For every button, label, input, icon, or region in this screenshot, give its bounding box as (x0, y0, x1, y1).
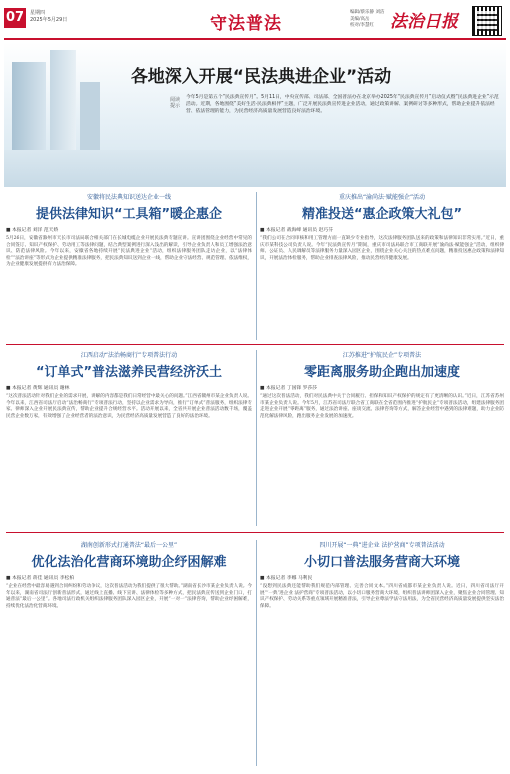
article-kicker: 湖南创新形式打通普法“最后一公里” (80, 542, 178, 549)
building-illustration (50, 50, 76, 152)
article-jiangsu (260, 350, 504, 526)
article-headline: 小切口普法服务营商大环境 (303, 555, 460, 570)
editor-line: 编辑/蔡乐静 刘洁 (350, 10, 385, 15)
article-headline: 提供法律知识“工具箱”暖企惠企 (35, 207, 223, 222)
column-divider (256, 192, 257, 340)
date: 2025年5月29日 (30, 17, 68, 23)
designer-line: 美编/高岳 (350, 16, 370, 22)
article-headline: 优化法治化营商环境助企纾困解难 (31, 555, 227, 570)
newspaper-logo: 法治日报 (390, 12, 458, 32)
article-headline: 零距离服务助企跑出加速度 (303, 365, 460, 380)
article-kicker: 江苏推进“护航民企”专项普法 (342, 352, 422, 359)
article-byline: ■ 本报记者 丁国锋 罗莎莎 (260, 386, 318, 391)
row-divider (6, 532, 504, 533)
article-body: “企业在经营中最容易遇到合同纠纷和劳动争议，这次普法活动为我们提供了很大帮助。”湖南省长沙市某企业负责人说。今年以来，湖南省司法厅创新普法形式，通过线上直播、线下宣讲、法律体检等多种方式，把民法典宣传送到企业门口，打通普法“最后一公里”。各地司法行政机关组织法律服务团队深入园区企业，开展“一对一”法律咨询，帮助企业纾困解难，持续优化法治化营商环境。 (6, 584, 252, 609)
article-kicker: 江西启动“法治畅商行”专项普法行动 (80, 352, 178, 359)
article-headline: 精准投送“惠企政策大礼包” (301, 207, 463, 222)
article-jiangxi (6, 350, 252, 526)
building-illustration (12, 62, 46, 152)
article-kicker: 四川开展“一典”进企业 法护营商”专项普法活动 (319, 542, 445, 549)
row-divider (6, 344, 504, 345)
header-rule (4, 38, 506, 40)
article-kicker: 安徽将民法典知识送达企业一线 (86, 194, 171, 201)
article-byline: ■ 本报记者 蒋佳 通讯员 李松柏 (6, 576, 75, 581)
article-headline: “订单式”普法滋养民营经济沃土 (35, 365, 223, 380)
column-divider (256, 350, 257, 526)
section-title: 守法普法 (210, 14, 282, 34)
article-anhui (6, 192, 252, 340)
article-sichuan (260, 540, 504, 766)
editor-credits (350, 10, 384, 30)
article-byline: ■ 本报记者 战海峰 通讯员 赵巧芬 (260, 228, 333, 233)
banner-ground (4, 150, 506, 187)
article-body: “我们公司在合同审核和用工管理方面一直缺少专业指导，这次法律服务团队送来的政策和法律知识非常实用。”近日，重庆市某科技公司负责人说。今年“民法典宣传月”期间，重庆市司法局联合市工商联开展“渝尚法·赋能强企”活动，组织律师、公证员、人民调解员等法律服务力量深入园区企业，围绕企业关心关注的热点难点问题，精准投送惠企政策和法律知识，开展法治体检服务，帮助企业排查法律风险，推动民营经济健康发展。 (260, 236, 504, 261)
feature-banner (4, 42, 506, 187)
article-byline: ■ 本报记者 刘洋 范天娇 (6, 228, 59, 233)
article-byline: ■ 本报记者 李娜 马利民 (260, 576, 313, 581)
banner-intro: 今年5月是第五个“民法典宣传月”。5月11日，中央宣传部、司法部、全国普法办在北京举办2025年“民法典宣传月”启动仪式暨“民法典进企业”示范活动。近期，各地围绕“美好生活·民法典相伴”主题，广泛开展民法典宣传进企业活动，通过政策讲解、案例研讨等多种形式，帮助企业提升依法经营、依法管理的能力，为民营经济高质量发展营造良好法治环境。 (186, 95, 499, 115)
article-body: “没想到民法典还能帮助我们规范内部管理、完善合同文本。”四川省成都市某企业负责人说。近日，四川省司法厅开展“‘一典’进企业 法护营商”专项普法活动，以小切口服务营商大环境，组织普法讲师团深入企业，聚焦企业合同管理、知识产权保护、劳动关系等重点领域开展精准普法，引导企业尊法学法守法用法，为全省民营经济高质量发展提供坚实法治保障。 (260, 584, 504, 609)
article-byline: ■ 本报记者 黄辉 通讯员 谢林 (6, 386, 70, 391)
article-kicker: 重庆推出“渝尚法·赋能强企”活动 (338, 194, 426, 201)
article-chongqing (260, 192, 504, 340)
building-illustration (80, 82, 100, 152)
banner-title: 各地深入开展“民法典进企业”活动 (130, 67, 392, 87)
issue-date (30, 10, 67, 24)
page-number: 07 (4, 8, 26, 28)
article-body: “通过这次普法活动，我们对民法典中关于合同履行、担保和知识产权保护的规定有了更清晰的认识。”近日，江苏省苏州市某企业负责人说。今年5月，江苏省司法厅联合省工商联在全省范围内推进“护航民企”专项普法活动，组建法律服务团走进企业开展“零距离”服务，通过法治讲座、座谈交流、法律咨询等方式，解答企业经营中遇到的法律难题，助力企业防范化解法律风险，跑出服务企业发展的加速度。 (260, 394, 504, 419)
proofreader-line: 校对/李慧红 (350, 23, 375, 28)
article-body: “这次普法活动针对我们企业的需求开展，讲解的内容都是我们日常经营中最关心的问题。”江西省赣州市某企业负责人说。今年以来，江西省司法厅启动“法治畅商行”专项普法行动，坚持以企业需求为导向，推行“订单式”普法服务，组织法律专家、律师深入企业开展民法典宣传，帮助企业提升合规经营水平。活动开展以来，全省共开展企业普法活动数千场，覆盖民营企业数万家，有效增强了企业经营者的法治意识，为民营经济高质量发展营造了良好的法治环境。 (6, 394, 252, 419)
weekday: 星期四 (30, 10, 46, 16)
banner-reading-tip: 阅读提示 (170, 97, 181, 109)
article-body: 5月26日，安徽省滁州市天长市司法局联合相关部门在长城电缆企业开展民法典专题宣讲。宣讲团围绕企业经营中常见的合同签订、知识产权保护、劳动用工等法律问题，结合典型案例进行深入浅出的解读，引导企业负责人和员工增强法治意识、防范法律风险。今年以来，安徽省各地持续开展“民法典进企业”活动，组织法律服务团队走访企业，以“法律体检”“法治讲座”等形式为企业提供精准法律服务，把民法典知识送到企业一线，帮助企业守法经营、规范管理、依法维权，为企业健康发展提供有力法治保障。 (6, 236, 252, 268)
article-hunan (6, 540, 252, 766)
column-divider (256, 540, 257, 766)
qr-code-icon (472, 6, 502, 36)
